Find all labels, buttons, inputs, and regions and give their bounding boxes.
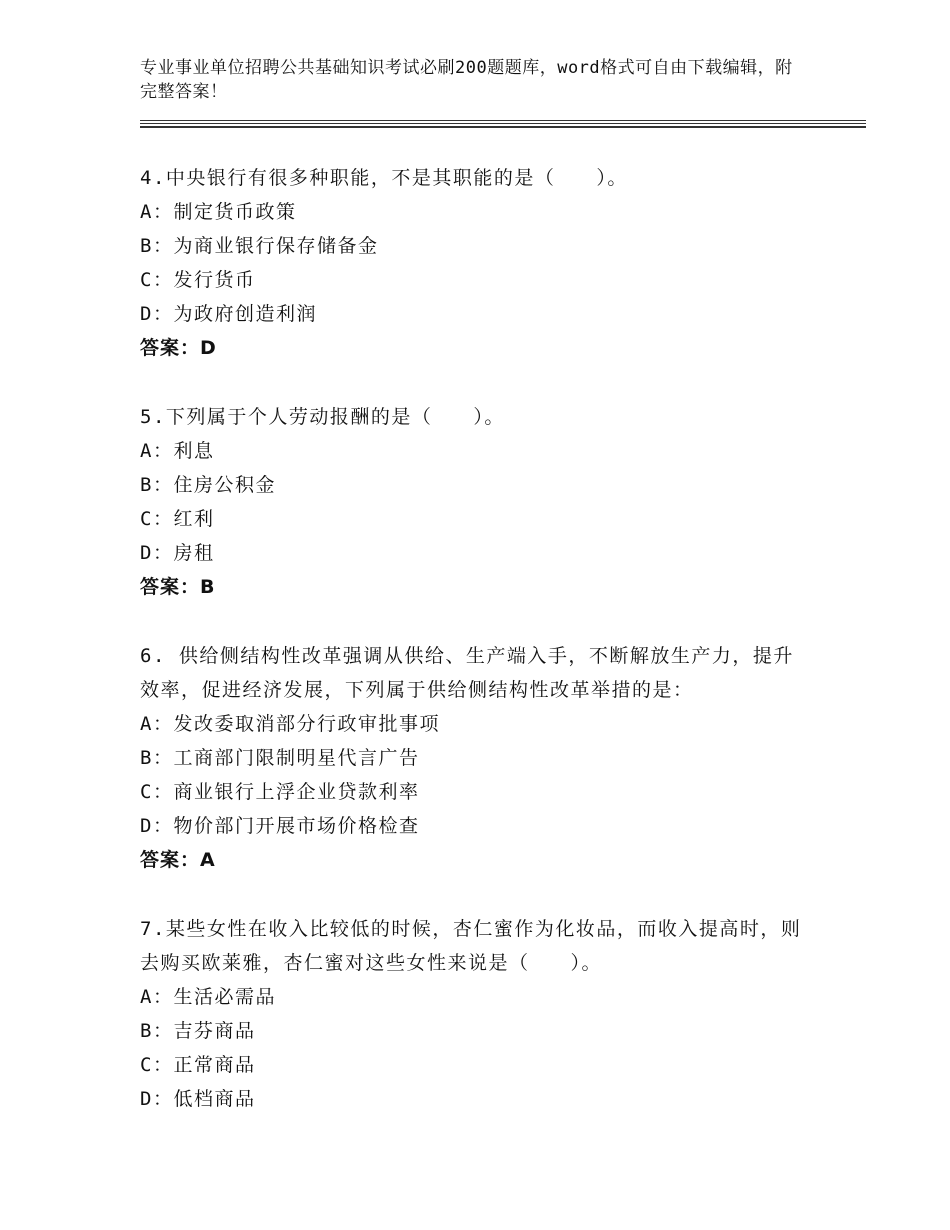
question-stem: 6. 供给侧结构性改革强调从供给、生产端入手，不断解放生产力，提升效率，促进经济发展，下列属于供给侧结构性改革举措的是： [140, 645, 794, 701]
question-6 [140, 639, 810, 877]
option-b: B：吉芬商品 [140, 1020, 256, 1042]
answer-label: 答案：D [140, 337, 217, 359]
option-b: B：工商部门限制明星代言广告 [140, 747, 420, 769]
question-5 [140, 400, 810, 604]
question-stem: 5.下列属于个人劳动报酬的是（ ）。 [140, 406, 505, 428]
header-divider [140, 126, 866, 128]
document-header: 专业事业单位招聘公共基础知识考试必刷200题题库，word格式可自由下载编辑，附完整答案！ [140, 58, 793, 102]
header-divider [140, 120, 866, 121]
question-4 [140, 161, 810, 365]
option-b: B：为商业银行保存储备金 [140, 235, 379, 257]
answer-label: 答案：B [140, 576, 216, 598]
answer-label: 答案：A [140, 849, 216, 871]
option-a: A：利息 [140, 440, 215, 462]
question-stem: 4.中央银行有很多种职能，不是其职能的是（ ）。 [140, 167, 628, 189]
option-b: B：住房公积金 [140, 474, 276, 496]
question-stem: 7.某些女性在收入比较低的时候，杏仁蜜作为化妆品，而收入提高时，则去购买欧莱雅，杏仁蜜对这些女性来说是（ ）。 [140, 918, 802, 974]
header-divider [140, 123, 866, 124]
option-a: A：制定货币政策 [140, 201, 297, 223]
option-c: C：发行货币 [140, 269, 256, 291]
option-c: C：正常商品 [140, 1054, 256, 1076]
option-d: D：房租 [140, 542, 215, 564]
option-a: A：发改委取消部分行政审批事项 [140, 713, 440, 735]
question-7 [140, 912, 810, 1116]
option-c: C：商业银行上浮企业贷款利率 [140, 781, 420, 803]
option-a: A：生活必需品 [140, 986, 276, 1008]
option-d: D：低档商品 [140, 1088, 256, 1110]
option-d: D：为政府创造利润 [140, 303, 317, 325]
option-d: D：物价部门开展市场价格检查 [140, 815, 420, 837]
option-c: C：红利 [140, 508, 215, 530]
